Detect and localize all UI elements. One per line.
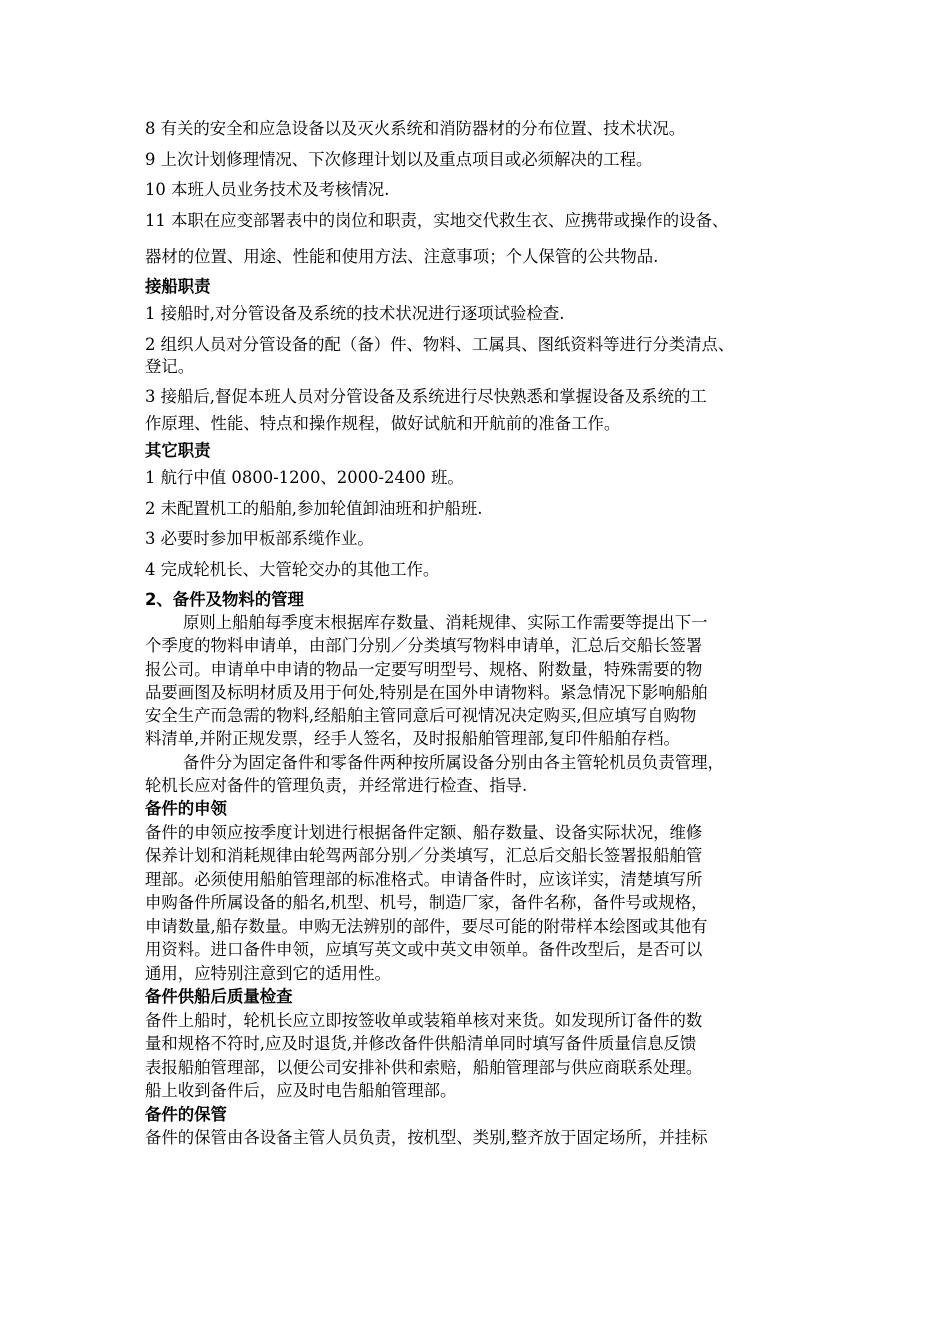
text-line: 保养计划和消耗规律由轮驾两部分别／分类填写，汇总后交船长签署报船舶管 [145,846,703,866]
text-line: 1 航行中值 0800-1200、2000-2400 班。 [145,468,464,487]
text-line: 备件上船时，轮机长应立即按签收单或装箱单核对来货。如发现所订备件的数 [145,1010,703,1030]
text-line: 船上收到备件后，应及时电告船舶管理部。 [145,1081,457,1101]
text-line: 10 本班人员业务技术及考核情况. [145,180,390,199]
section-heading: 备件供船后质量检查 [145,987,293,1007]
text-line: 安全生产而急需的物料,经船舶主管同意后可视情况决定购买,但应填写自购物 [145,706,697,726]
text-line: 表报船舶管理部，以便公司安排补供和索赔，船舶管理部与供应商联系处理。 [145,1057,703,1077]
text-line: 备件的保管由各设备主管人员负责，按机型、类别,整齐放于固定场所，并挂标 [145,1128,708,1148]
text-line: 登记。 [145,356,195,376]
text-line: 申购备件所属设备的船名,机型、机号，制造厂家，备件名称，备件号或规格， [145,893,708,913]
text-line: 8 有关的安全和应急设备以及灭火系统和消防器材的分布位置、技术状况。 [145,119,686,138]
text-line: 器材的位置、用途、性能和使用方法、注意事项；个人保管的公共物品. [145,246,659,266]
section-heading: 2、备件及物料的管理 [145,590,304,609]
section-heading: 接船职责 [145,277,211,296]
text-line: 原则上船舶每季度末根据库存数量、消耗规律、实际工作需要等提出下一 [183,613,708,632]
text-line: 1 接船时,对分管设备及系统的技术状况进行逐项试验检查. [145,304,565,323]
text-line: 11 本职在应变部署表中的岗位和职责，实地交代救生衣、应携带或操作的设备、 [145,210,729,230]
text-line: 3 接船后,督促本班人员对分管设备及系统进行尽快熟悉和掌握设备及系统的工 [145,387,707,406]
text-line: 品要画图及标明材质及用于何处,特别是在国外申请物料。紧急情况下影响船舶 [145,682,708,702]
text-line: 9 上次计划修理情况、下次修理计划以及重点项目或必须解决的工程。 [145,149,653,169]
text-line: 2 组织人员对分管设备的配（备）件、物料、工属具、图纸资料等进行分类清点、 [145,334,735,354]
text-line: 申请数量,船存数量。申购无法辨别的部件，要尽可能的附带样本绘图或其他有 [145,916,708,936]
section-heading: 备件的申领 [145,799,227,819]
text-line: 4 完成轮机长、大管轮交办的其他工作。 [145,559,440,579]
section-heading: 其它职责 [145,441,211,460]
text-line: 2 未配置机工的船舶,参加轮值卸油班和护船班. [145,498,483,518]
text-line: 3 必要时参加甲板部系缆作业。 [145,529,374,548]
text-line: 通用，应特别注意到它的适用性。 [145,963,391,983]
section-heading: 备件的保管 [145,1104,227,1124]
text-line: 备件的申领应按季度计划进行根据备件定额、船存数量、设备实际状况，维修 [145,822,703,842]
text-line: 作原理、性能、特点和操作规程，做好试航和开航前的准备工作。 [145,414,621,433]
text-line: 备件分为固定备件和零备件两种按所属设备分别由各主管轮机员负责管理， [183,752,724,772]
text-line: 理部。必须使用船舶管理部的标准格式。申请备件时，应该详实，清楚填写所 [145,869,703,889]
document-page [145,118,825,1150]
text-line: 报公司。申请单中申请的物品一定要写明型号、规格、附数量，特殊需要的物 [145,659,703,679]
text-line: 轮机长应对备件的管理负责，并经常进行检查、指导. [145,776,528,796]
text-line: 个季度的物料申请单，由部门分别／分类填写物料申请单，汇总后交船长签署 [145,636,703,656]
text-line: 料清单,并附正规发票，经手人签名，及时报船舶管理部,复印件船舶存档。 [145,729,680,749]
text-line: 用资料。进口备件申领，应填写英文或中英文申领单。备件改型后，是否可以 [145,940,703,960]
text-line: 量和规格不符时,应及时退货,并修改备件供船清单同时填写备件质量信息反馈 [145,1034,697,1054]
